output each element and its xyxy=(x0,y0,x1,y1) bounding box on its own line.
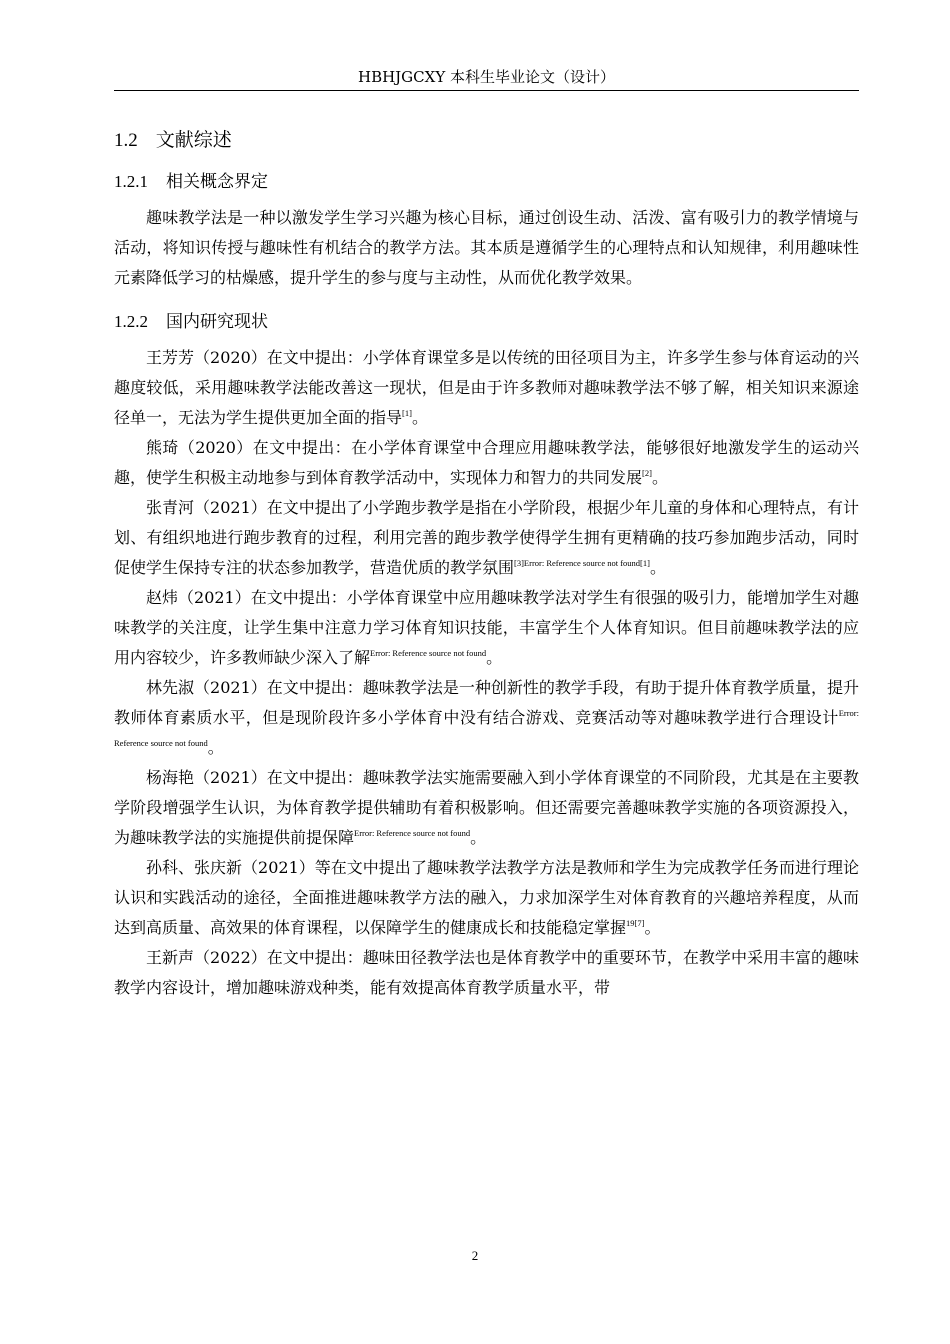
paragraph-end: 。 xyxy=(649,558,666,577)
citation: Error: Reference source not found xyxy=(370,648,487,658)
subsection-heading-2 xyxy=(114,307,859,337)
paragraph-text: 王芳芳（2020）在文中提出：小学体育课堂多是以传统的田径项目为主，许多学生参与体育运动的兴趣度较低，采用趣味教学法能改善这一现状，但是由于许多教师对趣味教学法不够了解，相关知识来源途径单一，无法为学生提供更加全面的指导 xyxy=(114,348,859,427)
review-paragraph xyxy=(114,673,859,763)
paragraph-text: 熊琦（2020）在文中提出：在小学体育课堂中合理应用趣味教学法，能够很好地激发学生的运动兴趣，使学生积极主动地参与到体育教学活动中，实现体力和智力的共同发展 xyxy=(114,438,859,487)
header-title: HBHJGCXY 本科生毕业论文（设计） xyxy=(357,68,615,86)
paragraph-end: 。 xyxy=(486,648,503,667)
paragraph-text: 王新声（2022）在文中提出：趣味田径教学法也是体育教学中的重要环节，在教学中采用丰富的趣味教学内容设计，增加趣味游戏种类，能有效提高体育教学质量水平，带 xyxy=(114,948,859,997)
paragraph-text: 孙科、张庆新（2021）等在文中提出了趣味教学法教学方法是教师和学生为完成教学任务而进行理论认识和实践活动的途径，全面推进趣味教学方法的融入，力求加深学生对体育教育的兴趣培养程度，从而达到高质量、高效果的体育课程，以保障学生的健康成长和技能稳定掌握 xyxy=(114,858,859,937)
section-number: 1.2 xyxy=(114,130,138,151)
paragraph-text: 张青河（2021）在文中提出了小学跑步教学是指在小学阶段，根据少年儿童的身体和心理特点，有计划、有组织地进行跑步教育的过程，利用完善的跑步教学使得学生拥有更精确的技巧参加跑步活动，同时促使学生保持专注的状态参加教学，营造优质的教学氛围 xyxy=(114,498,859,577)
subsection-heading-1 xyxy=(114,167,859,197)
review-paragraph xyxy=(114,433,859,493)
paragraph-end: 。 xyxy=(411,408,428,427)
review-paragraph xyxy=(114,853,859,943)
subsection-number: 1.2.1 xyxy=(114,172,148,191)
citation: Error: Reference source not found xyxy=(114,708,859,748)
paragraph-end: 。 xyxy=(207,738,224,757)
paragraph-end: 。 xyxy=(644,918,661,937)
citation: 19[7] xyxy=(626,918,645,928)
review-paragraph xyxy=(114,943,859,1003)
paragraph-text: 赵炜（2021）在文中提出：小学体育课堂中应用趣味教学法对学生有很强的吸引力，能增加学生对趣味教学的关注度，让学生集中注意力学习体育知识技能，丰富学生个人体育知识。但目前趣味教学法的应用内容较少，许多教师缺少深入了解 xyxy=(114,588,859,667)
paragraph-end: 。 xyxy=(470,828,487,847)
subsection-title: 国内研究现状 xyxy=(166,312,268,332)
subsection-title: 相关概念界定 xyxy=(166,172,268,192)
review-paragraph xyxy=(114,583,859,673)
section-title: 文献综述 xyxy=(155,129,232,151)
concept-paragraph: 趣味教学法是一种以激发学生学习兴趣为核心目标，通过创设生动、活泼、富有吸引力的教学情境与活动，将知识传授与趣味性有机结合的教学方法。其本质是遵循学生的心理特点和认知规律，利用趣味性元素降低学习的枯燥感，提升学生的参与度与主动性，从而优化教学效果。 xyxy=(114,208,859,287)
page-content xyxy=(114,124,859,1003)
review-paragraph xyxy=(114,763,859,853)
section-heading xyxy=(114,124,859,157)
page-number: 2 xyxy=(471,1248,479,1263)
review-paragraph xyxy=(114,343,859,433)
paragraph-text: 杨海艳（2021）在文中提出：趣味教学法实施需要融入到小学体育课堂的不同阶段，尤其是在主要教学阶段增强学生认识，为体育教学提供辅助有着积极影响。但还需要完善趣味教学实施的各项资源投入，为趣味教学法的实施提供前提保障 xyxy=(114,768,859,847)
subsection-number: 1.2.2 xyxy=(114,312,148,331)
paragraph-end: 。 xyxy=(651,468,668,487)
citation: [1] xyxy=(402,408,412,418)
citation: [3]Error: Reference source not found[1] xyxy=(514,558,650,568)
review-paragraph xyxy=(114,493,859,583)
citation: Error: Reference source not found xyxy=(354,828,471,838)
page-header xyxy=(114,66,859,91)
paragraph-text: 林先淑（2021）在文中提出：趣味教学法是一种创新性的教学手段，有助于提升体育教学质量，提升教师体育素质水平，但是现阶段许多小学体育中没有结合游戏、竞赛活动等对趣味教学进行合理设计 xyxy=(114,678,859,727)
citation: [2] xyxy=(642,468,652,478)
